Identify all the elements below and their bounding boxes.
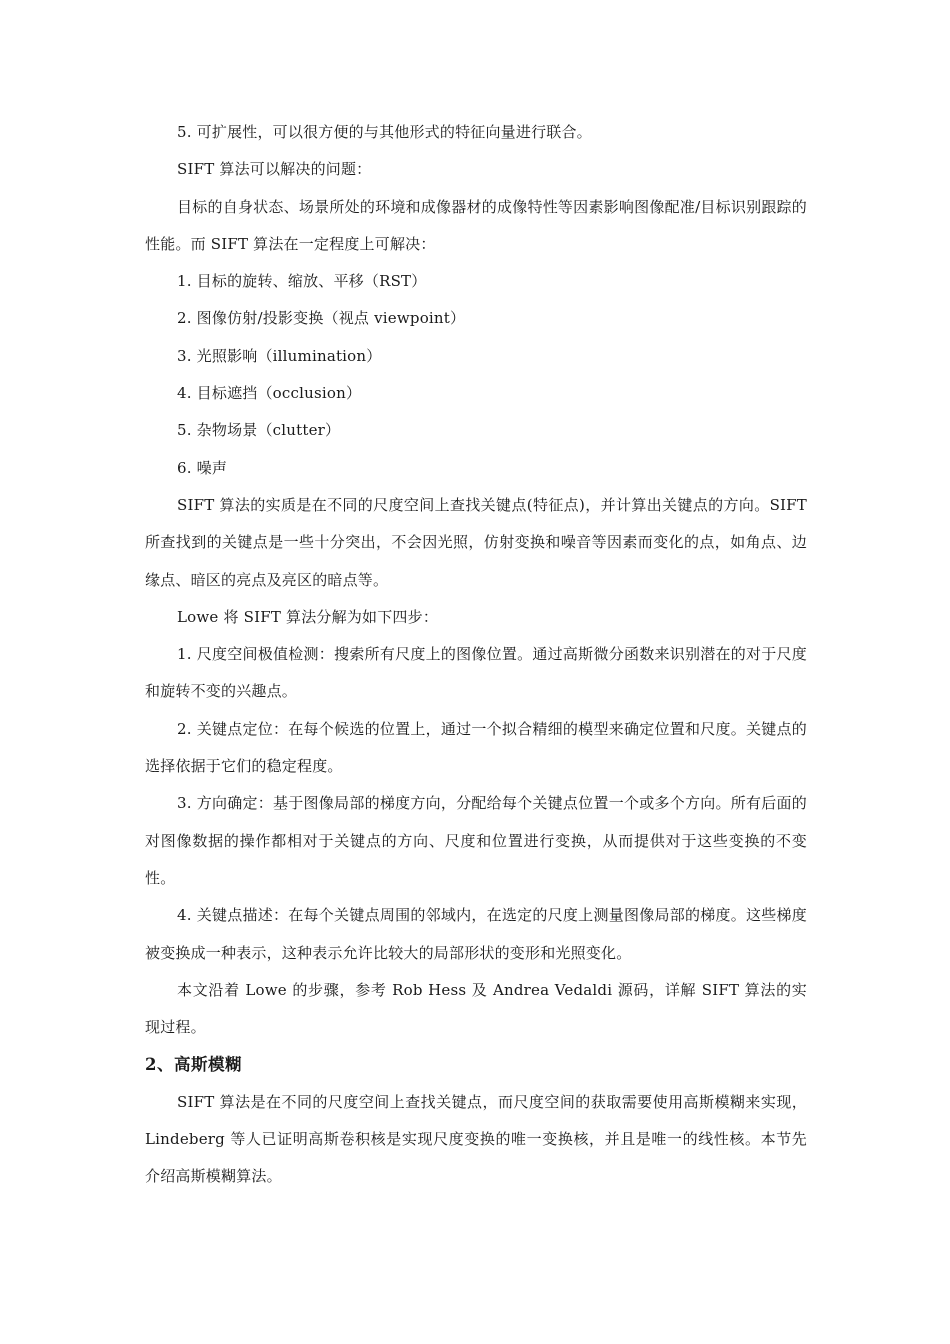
document-body (145, 114, 807, 1196)
list-item-occlusion: 4. 目标遮挡（occlusion） (177, 384, 362, 403)
paragraph-lowe-steps-intro: Lowe 将 SIFT 算法分解为如下四步： (177, 607, 439, 626)
section-heading-gaussian-blur: 2、高斯模糊 (145, 1055, 242, 1075)
paragraph-factors: 目标的自身状态、场景所处的环境和成像器材的成像特性等因素影响图像配准/目标识别跟踪的性能。而 SIFT 算法在一定程度上可解决： (145, 197, 807, 253)
paragraph-problems-intro: SIFT 算法可以解决的问题： (177, 160, 372, 179)
paragraph-step-4: 4. 关键点描述：在每个关键点周围的邻域内，在选定的尺度上测量图像局部的梯度。这些梯度被变换成一种表示，这种表示允许比较大的局部形状的变形和光照变化。 (145, 906, 807, 962)
paragraph-step-2: 2. 关键点定位：在每个候选的位置上，通过一个拟合精细的模型来确定位置和尺度。关键点的选择依据于它们的稳定程度。 (145, 719, 807, 776)
list-item-viewpoint: 2. 图像仿射/投影变换（视点 viewpoint） (177, 309, 466, 328)
paragraph-step-1: 1. 尺度空间极值检测：搜索所有尺度上的图像位置。通过高斯微分函数来识别潜在的对于尺度和旋转不变的兴趣点。 (145, 645, 807, 701)
paragraph-extensibility: 5. 可扩展性，可以很方便的与其他形式的特征向量进行联合。 (177, 123, 592, 141)
list-item-clutter: 5. 杂物场景（clutter） (177, 421, 341, 440)
paragraph-sift-essence: SIFT 算法的实质是在不同的尺度空间上查找关键点(特征点)，并计算出关键点的方向。SIFT 所查找到的关键点是一些十分突出，不会因光照，仿射变换和噪音等因素而变化的点，如角点、边缘点、暗区的亮点及亮区的暗点等。 (145, 495, 807, 589)
paragraph-approach: 本文沿着 Lowe 的步骤，参考 Rob Hess 及 Andrea Vedaldi 源码，详解 SIFT 算法的实现过程。 (145, 980, 807, 1037)
paragraph-step-3: 3. 方向确定：基于图像局部的梯度方向，分配给每个关键点位置一个或多个方向。所有后面的对图像数据的操作都相对于关键点的方向、尺度和位置进行变换，从而提供对于这些变换的不变性。 (145, 794, 807, 887)
list-item-illumination: 3. 光照影响（illumination） (177, 346, 382, 365)
list-item-rst: 1. 目标的旋转、缩放、平移（RST） (177, 272, 427, 291)
paragraph-gaussian-intro: SIFT 算法是在不同的尺度空间上查找关键点，而尺度空间的获取需要使用高斯模糊来实现，Lindeberg 等人已证明高斯卷积核是实现尺度变换的唯一变换核，并且是唯一的线性核。本节先介绍高斯模糊算法。 (145, 1092, 807, 1186)
list-item-noise: 6. 噪声 (177, 458, 228, 477)
